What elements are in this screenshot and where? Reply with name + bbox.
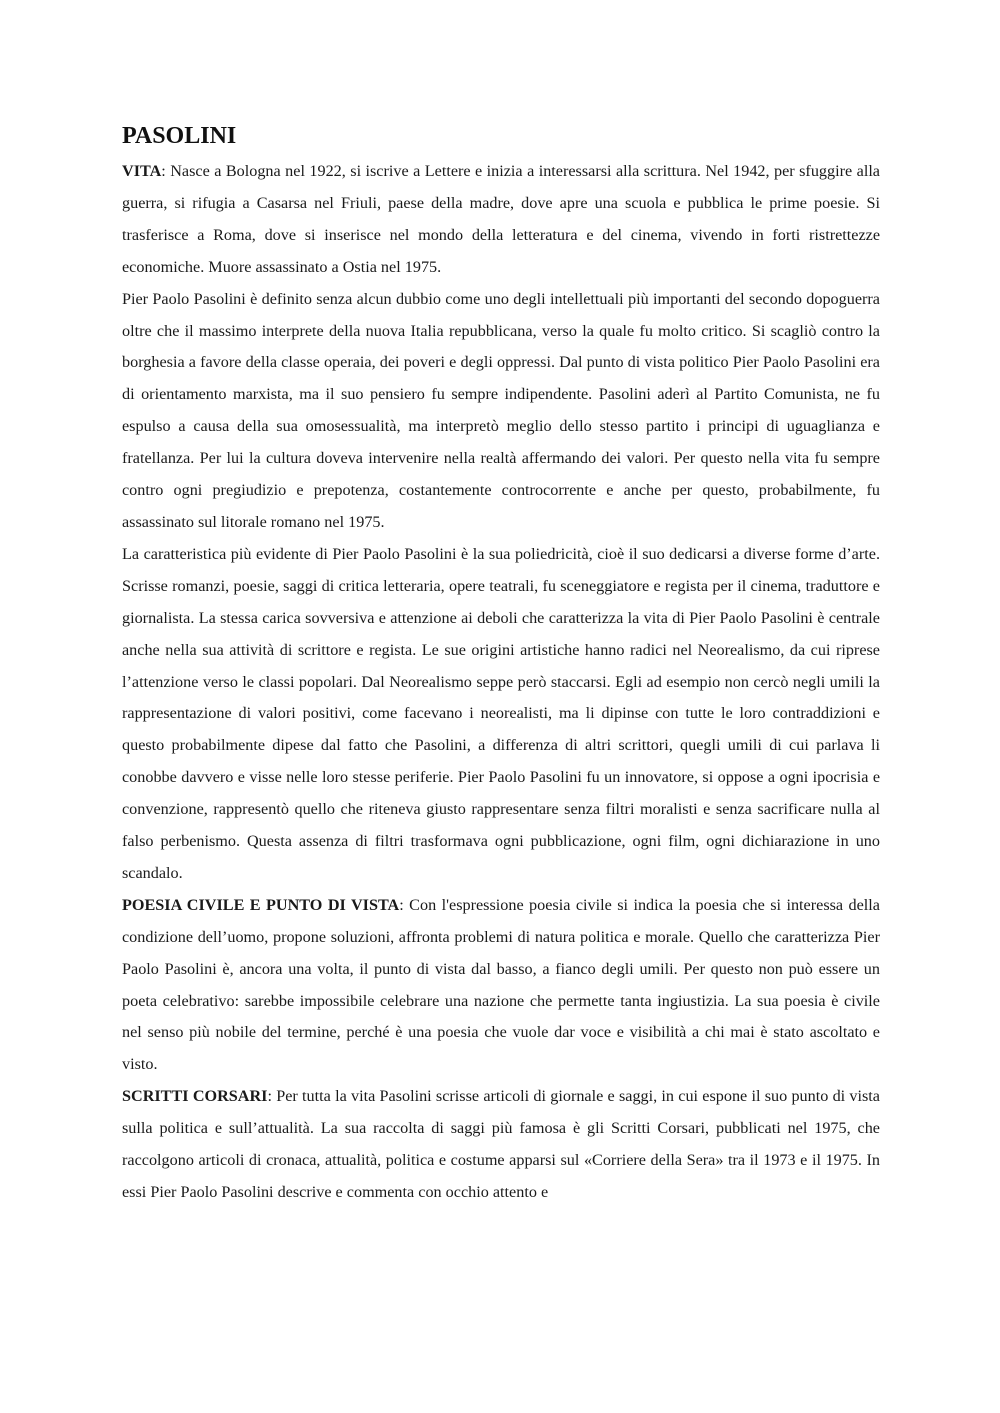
paragraph-text: : Con l'espressione poesia civile si indica la poesia che si interessa della condizione dell’uomo, propone soluzioni, affronta problemi di natura politica e morale. Quello che caratterizza Pier Paolo Pasolini è, ancora una volta, il punto di vista dal basso, a fianco degli umili. Per questo non può essere un poeta celebrativo: sarebbe impossibile celebrare una nazione che permette tanta ingiustizia. La sua poesia è civile nel senso più nobile del termine, perché è una poesia che vuole dar voce e visibilità a chi mai è stato ascoltato e visto.	[122, 895, 880, 1074]
paragraph-text: : Nasce a Bologna nel 1922, si iscrive a Lettere e inizia a interessarsi alla scrittura. Nel 1942, per sfuggire alla guerra, si rifugia a Casarsa nel Friuli, paese della madre, dove apre una scuola e pubblica le prime poesie. Si trasferisce a Roma, dove si inserisce nel mondo della letteratura e del cinema, vivendo in forti ristrettezze economiche. Muore assassinato a Ostia nel 1975.	[122, 162, 880, 276]
document-page	[122, 118, 880, 1209]
paragraph-text: La caratteristica più evidente di Pier Paolo Pasolini è la sua poliedricità, cioè il suo dedicarsi a diverse forme d’arte. Scrisse romanzi, poesie, saggi di critica letteraria, opere teatrali, fu sceneggiatore e regista per il cinema, traduttore e giornalista. La stessa carica sovversiva e attenzione ai deboli che caratterizza la vita di Pier Paolo Pasolini è centrale anche nella sua attività di scrittore e regista. Le sue origini artistiche hanno radici nel Neorealismo, da cui riprese l’attenzione verso le classi popolari. Dal Neorealismo seppe però staccarsi. Egli ad esempio non cercò negli umili la rappresentazione di valori positivi, come facevano i neorealisti, ma li dipinse con tutte le loro contraddizioni e questo probabilmente dipese dal fatto che Pasolini, a differenza di altri scrittori, quegli umili di cui parlava li conobbe davvero e visse nelle loro stesse periferie. Pier Paolo Pasolini fu un innovatore, si oppose a ogni ipocrisia e convenzione, rappresentò quello che riteneva giusto rappresentare senza filtri moralisti e senza sacrificare nulla al falso perbenismo. Questa assenza di filtri trasformava ogni pubblicazione, ogni film, ogni dichiarazione in uno scandalo.	[122, 544, 880, 882]
paragraph-text: Pier Paolo Pasolini è definito senza alcun dubbio come uno degli intellettuali più importanti del secondo dopoguerra oltre che il massimo interprete della nuova Italia repubblicana, verso la quale fu molto critico. Si scagliò contro la borghesia a favore della classe operaia, dei poveri e degli oppressi. Dal punto di vista politico Pier Paolo Pasolini era di orientamento marxista, ma il suo pensiero fu sempre indipendente. Pasolini aderì al Partito Comunista, ne fu espulso a causa della sua omosessualità, ma interpretò meglio dello stesso partito i principi di uguaglianza e fratellanza. Per lui la cultura doveva intervenire nella realtà affermando dei valori. Per questo nella vita fu sempre contro ogni pregiudizio e prepotenza, costantemente controcorrente e anche per questo, probabilmente, fu assassinato sul litorale romano nel 1975.	[122, 289, 880, 531]
document-title: PASOLINI	[122, 123, 237, 149]
paragraph-vita	[122, 156, 880, 284]
paragraph-poliedricita	[122, 539, 880, 890]
paragraph-intellettuale	[122, 284, 880, 539]
section-label-poesia-civile: POESIA CIVILE E PUNTO DI VISTA	[122, 895, 400, 914]
paragraph-scritti-corsari	[122, 1081, 880, 1209]
section-label-vita: VITA	[122, 162, 162, 180]
paragraph-poesia-civile	[122, 890, 880, 1081]
section-label-scritti-corsari: SCRITTI CORSARI	[122, 1087, 268, 1106]
paragraph-text: : Per tutta la vita Pasolini scrisse articoli di giornale e saggi, in cui espone il suo punto di vista sulla politica e sull’attualità. La sua raccolta di saggi più famosa è gli Scritti Corsari, pubblicati nel 1975, che raccolgono articoli di cronaca, attualità, politica e costume apparsi sul «Corriere della Sera» tra il 1973 e il 1975. In essi Pier Paolo Pasolini descrive e commenta con occhio attento e	[122, 1087, 880, 1201]
